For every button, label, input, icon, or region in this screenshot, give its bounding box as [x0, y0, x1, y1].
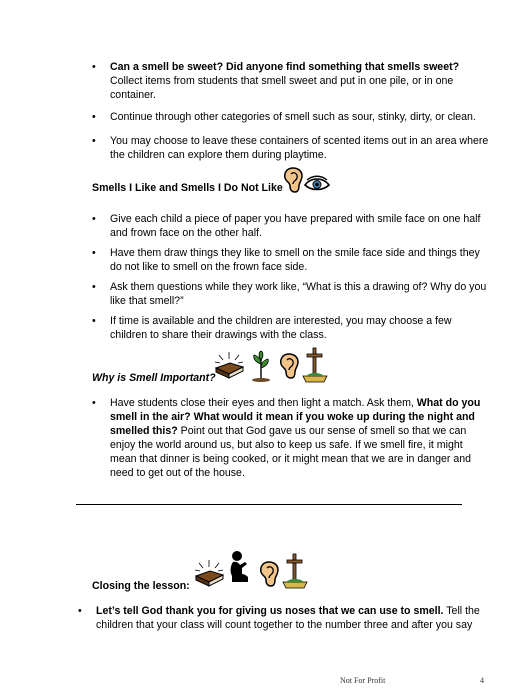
bullet-text: Ask them questions while they work like, “What is this a drawing of? Why do you: [110, 281, 487, 293]
ear-icon: [282, 166, 304, 194]
bullet-icon: •: [92, 135, 96, 147]
eye-icon: [304, 176, 330, 192]
sprout-icon: [250, 350, 272, 382]
horizontal-divider: [76, 504, 462, 505]
bullet-text: Give each child a piece of paper you have prepared with smile face on one half: [110, 213, 481, 225]
footer-label: Not For Profit: [340, 676, 386, 685]
bullet-icon: •: [92, 61, 96, 73]
bullet-text: Have students close their eyes and then light a match. Ask them,: [110, 397, 417, 409]
bullet-text: Collect items from students that smell sweet and put in one pile, or in one: [110, 75, 454, 87]
bible-icon: [193, 558, 225, 588]
bullet-text: like that smell?”: [110, 295, 184, 307]
bullet-bold-text: Can a smell be sweet? Did anyone find something that smells sweet?: [110, 61, 460, 73]
bullet-text: If time is available and the children are interested, you may choose a few: [110, 315, 452, 327]
bullet-text: Tell the: [443, 605, 480, 617]
section-heading: Why is Smell Important?: [92, 372, 216, 384]
section-heading: Smells I Like and Smells I Do Not Like: [92, 182, 283, 194]
bullet-text: need to get out of the house.: [110, 467, 245, 479]
bullet-text: You may choose to leave these containers of scented items out in an area where: [110, 135, 489, 147]
bullet-icon: •: [92, 111, 96, 123]
bullet-text: enjoy the world around us, but also to keep us safe. If we smell fire, it might: [110, 439, 463, 451]
bullet-bold-text: smelled this?: [110, 425, 178, 437]
cross-icon: [302, 346, 328, 384]
ear-icon: [278, 352, 300, 380]
bullet-text: mean that dinner is being cooked, or it might mean that we are in danger and: [110, 453, 471, 465]
bullet-text: the children can explore them during playtime.: [110, 149, 327, 161]
bullet-text: Have them draw things they like to smell on the smile face side and things they: [110, 247, 480, 259]
bullet-text: Continue through other categories of smell such as sour, stinky, dirty, or clean.: [110, 111, 476, 123]
bullet-bold-text: What do you: [416, 397, 481, 409]
bullet-icon: •: [92, 281, 96, 293]
ear-icon: [258, 560, 280, 588]
bullet-text: children that your class will count together to the number three and after you say: [96, 619, 473, 631]
section-heading: Closing the lesson:: [92, 580, 190, 592]
bullet-bold-text: Let’s tell God thank you for giving us noses that we can use to smell.: [96, 605, 444, 617]
bullet-text: container.: [110, 89, 156, 101]
bullet-icon: •: [92, 247, 96, 259]
praying-child-icon: [228, 550, 252, 584]
bullet-text: and frown face on the other half.: [110, 227, 262, 239]
bullet-bold-text: smell in the air? What would it mean if you woke up during the night and: [110, 411, 475, 423]
page-number: 4: [480, 676, 484, 685]
cross-icon: [282, 552, 308, 590]
bullet-icon: •: [92, 397, 96, 409]
bible-icon: [213, 350, 245, 380]
bullet-text: Point out that God gave us our sense of smell so that we can: [177, 425, 467, 437]
bullet-text: do not like to smell on the frown face side.: [110, 261, 308, 273]
bullet-icon: •: [78, 605, 82, 617]
bullet-icon: •: [92, 213, 96, 225]
bullet-icon: •: [92, 315, 96, 327]
bullet-text: children to share their drawings with the class.: [110, 329, 327, 341]
